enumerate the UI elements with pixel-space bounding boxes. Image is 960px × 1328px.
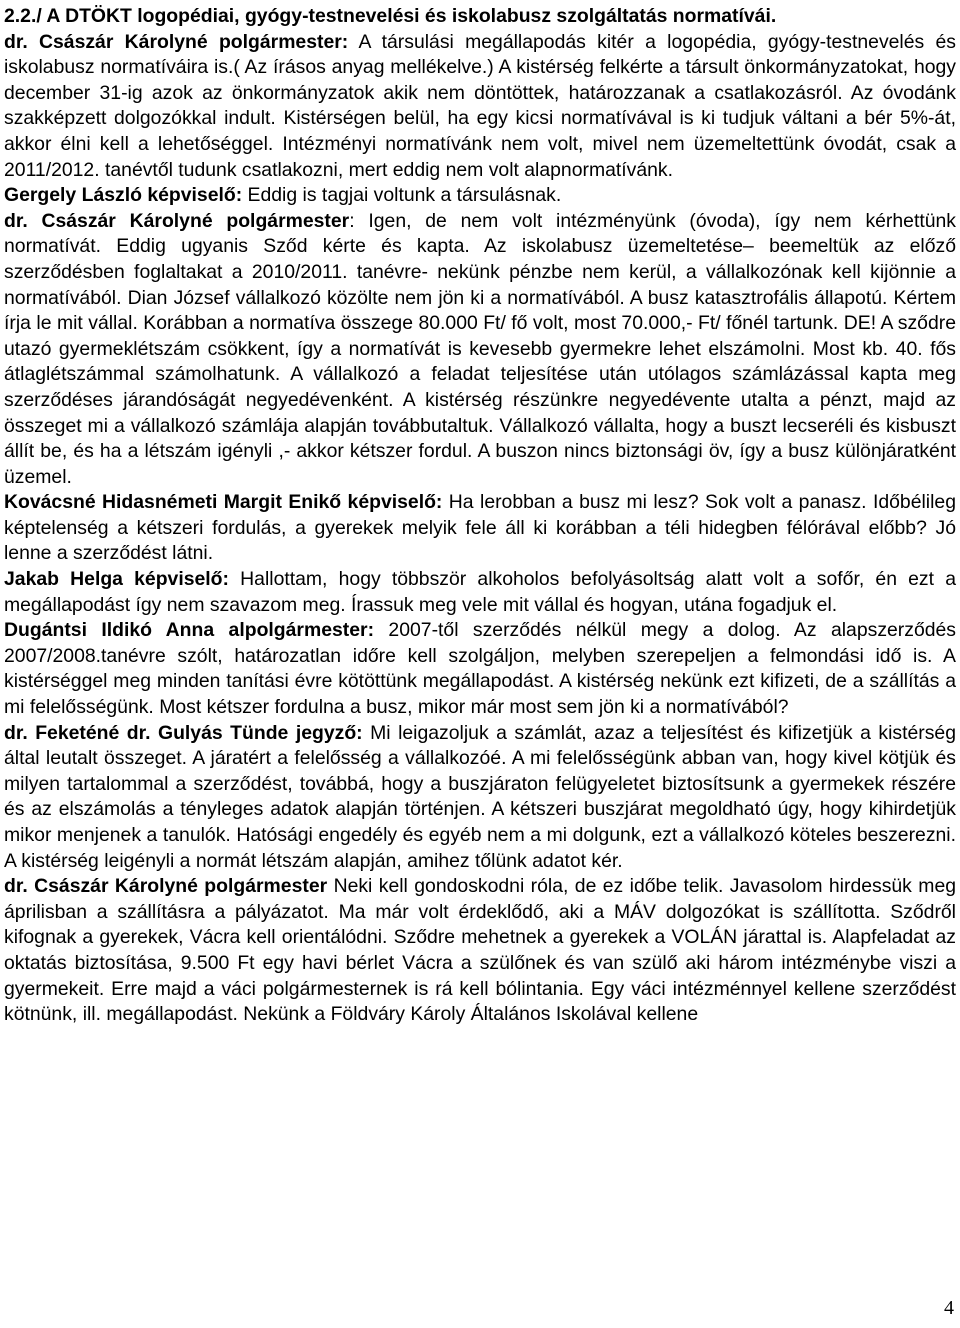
paragraph xyxy=(4,618,956,720)
paragraph xyxy=(4,30,956,184)
paragraph-text: 2007-től szerződés nélkül megy a dolog. Az alapszerződés 2007/2008.tanévre szólt, határozatlan időre kell szolgáljon, melyben szerepeljen a felmondási idő is. A kistérséggel meg minden tanítási évre kötöttünk megállapodást. A kistérség nekünk ezt kifizeti, de a szállítás a mi felelősségünk. Most kétszer fordulna a busz, mikor már most sem jön ki a normatívából? xyxy=(4,619,956,719)
document-body xyxy=(4,4,956,1028)
paragraph-text: Neki kell gondoskodni róla, de ez időbe telik. Javasolom hirdessük meg áprilisban a szállításra a pályázatot. Ma már volt érdeklődő, aki a MÁV dolgozókat is szállította. Sződről kifognak a gyerekek, Vácra kell orientálódni. Sződre mehetnek a gyerekek a VOLÁN járattal is. Alapfeladat az oktatás biztosítása, 9.500 Ft egy havi bérlet Vácra a szülőnek és van szülő aki három intézménybe viszi a gyermekeit. Erre majd a váci polgármesternek is rá kell bólintania. Egy váci intézménnyel kellene szerződést kötnünk, ill. megállapodást. Nekünk a Földváry Károly Általános Iskolával kellene xyxy=(4,875,957,1026)
paragraph-text: Ha lerobban a busz mi lesz? Sok volt a panasz. Időbélileg képtelenség a kétszeri fordulás, a gyerekek melyik fele áll ki korábban a téli hidegben félórával előbb? Jó lenne a szerződést látni. xyxy=(4,491,956,565)
speaker-label: Gergely László képviselő: xyxy=(4,184,243,207)
speaker-label: dr. Császár Károlyné polgármester xyxy=(4,875,328,898)
speaker-label: dr. Császár Károlyné polgármester: xyxy=(4,30,349,53)
paragraph-text: A társulási megállapodás kitér a logopédia, gyógy-testnevelés és iskolabusz normatíváira is.( Az írásos anyag mellékelve.) A kistérség felkérte a társult önkormányzatokat, hogy december 31-ig azok az önkormányzatok akik nem döntöttek, határozzanak a csatlakozásról. Az óvodánk szakképzett dolgozókkal indult. Kistérségen belül, ha egy kicsi normatívával is ki tudjuk váltani a bér 5%-át, akkor élni kell a lehetőséggel. Intézményi normatívánk nem volt, mivel nem üzemeltettünk óvodát, csak a 2011/2012. tanévtől tudunk csatlakozni, mert eddig nem volt alapnormatívánk. xyxy=(4,30,956,181)
paragraph xyxy=(4,721,956,875)
speaker-label: Kovácsné Hidasnémeti Margit Enikő képviselő: xyxy=(4,491,443,514)
speaker-label: Dugántsi Ildikó Anna alpolgármester: xyxy=(4,619,375,642)
paragraph xyxy=(4,874,956,1028)
paragraph xyxy=(4,490,956,567)
speaker-label: dr. Feketéné dr. Gulyás Tünde jegyző: xyxy=(4,721,363,744)
speaker-label: Jakab Helga képviselő: xyxy=(4,568,229,591)
speaker-label: dr. Császár Károlyné polgármester xyxy=(4,209,350,232)
paragraph-text: Hallottam, hogy többször alkoholos befolyásoltság alatt volt a sofőr, én ezt a megállapodást így nem szavazom meg. Írassuk meg vele mit vállal és hogyan, utána fogadjuk el. xyxy=(4,568,956,616)
paragraph-text: : Igen, de nem volt intézményünk (óvoda), így nem kérhettünk normatívát. Eddig ugyanis Sződ kérte és kapta. Az iskolabusz üzemeltetése– beemeltük az előző szerződésben foglaltakat a 2010/2011. tanévre- nekünk pénzbe nem kerül, a vállalkozónak kell kijönnie a normatívából. Dian József vállalkozó közölte nem jön ki a normatívából. A busz katasztrofális állapotú. Kértem írja le mit vállal. Korábban a normatíva összege 80.000 Ft/ fő volt, most 70.000,- Ft/ főnél tartunk. DE! A sződre utazó gyermeklétszám csökkent, így a normatívát is kevesebb gyermekre lehet elszámolni. Most kb. 40. fős átlaglétszámmal számolhatunk. A vállalkozó a feladat teljesítése után utólagos számlázással kapta meg szerződéses járandóságát negyedévenként. A kistérség részünkre negyedévente utalta a pénzt, majd az összeget mi a vállalkozó számlája alapján továbbutaltuk. Vállalkozó vállalta, hogy a buszt lecseréli és kisbuszt állít be, és ha a létszám igényli ,- akkor kétszer fordul. A buszon nincs biztonsági öv, így a busz különjáratként üzemel. xyxy=(4,209,956,488)
paragraph xyxy=(4,567,956,618)
speaker-label: 2.2./ A DTÖKT logopédiai, gyógy-testnevelési és iskolabusz szolgáltatás normatívái. xyxy=(4,5,777,27)
paragraph-text: Eddig is tagjai voltunk a társulásnak. xyxy=(242,184,562,207)
paragraph xyxy=(4,183,956,209)
paragraph xyxy=(4,209,956,491)
paragraph xyxy=(4,4,956,30)
paragraph-text: Mi leigazoljuk a számlát, azaz a teljesítést és kifizetjük a kistérség által leutalt összeget. A járatért a felelősség a vállalkozóé. A mi felelősségünk abban van, hogy kivel kötjük és milyen tartalommal a szerződést, továbbá, hogy a buszjáraton felügyeletet biztosítsunk a gyermekek részére és az elszámolás a tényleges adatok alapján történjen. A kétszeri buszjárat megoldható úgy, hogy kihirdetjük mikor menjenek a tanulók. Hatósági engedély és egyéb nem a mi dolgunk, ezt a vállalkozó köteles beszerezni. A kistérség leigényli a normát létszám alapján, amihez tőlünk adatot kér. xyxy=(4,721,956,872)
page-number: 4 xyxy=(944,1297,954,1319)
